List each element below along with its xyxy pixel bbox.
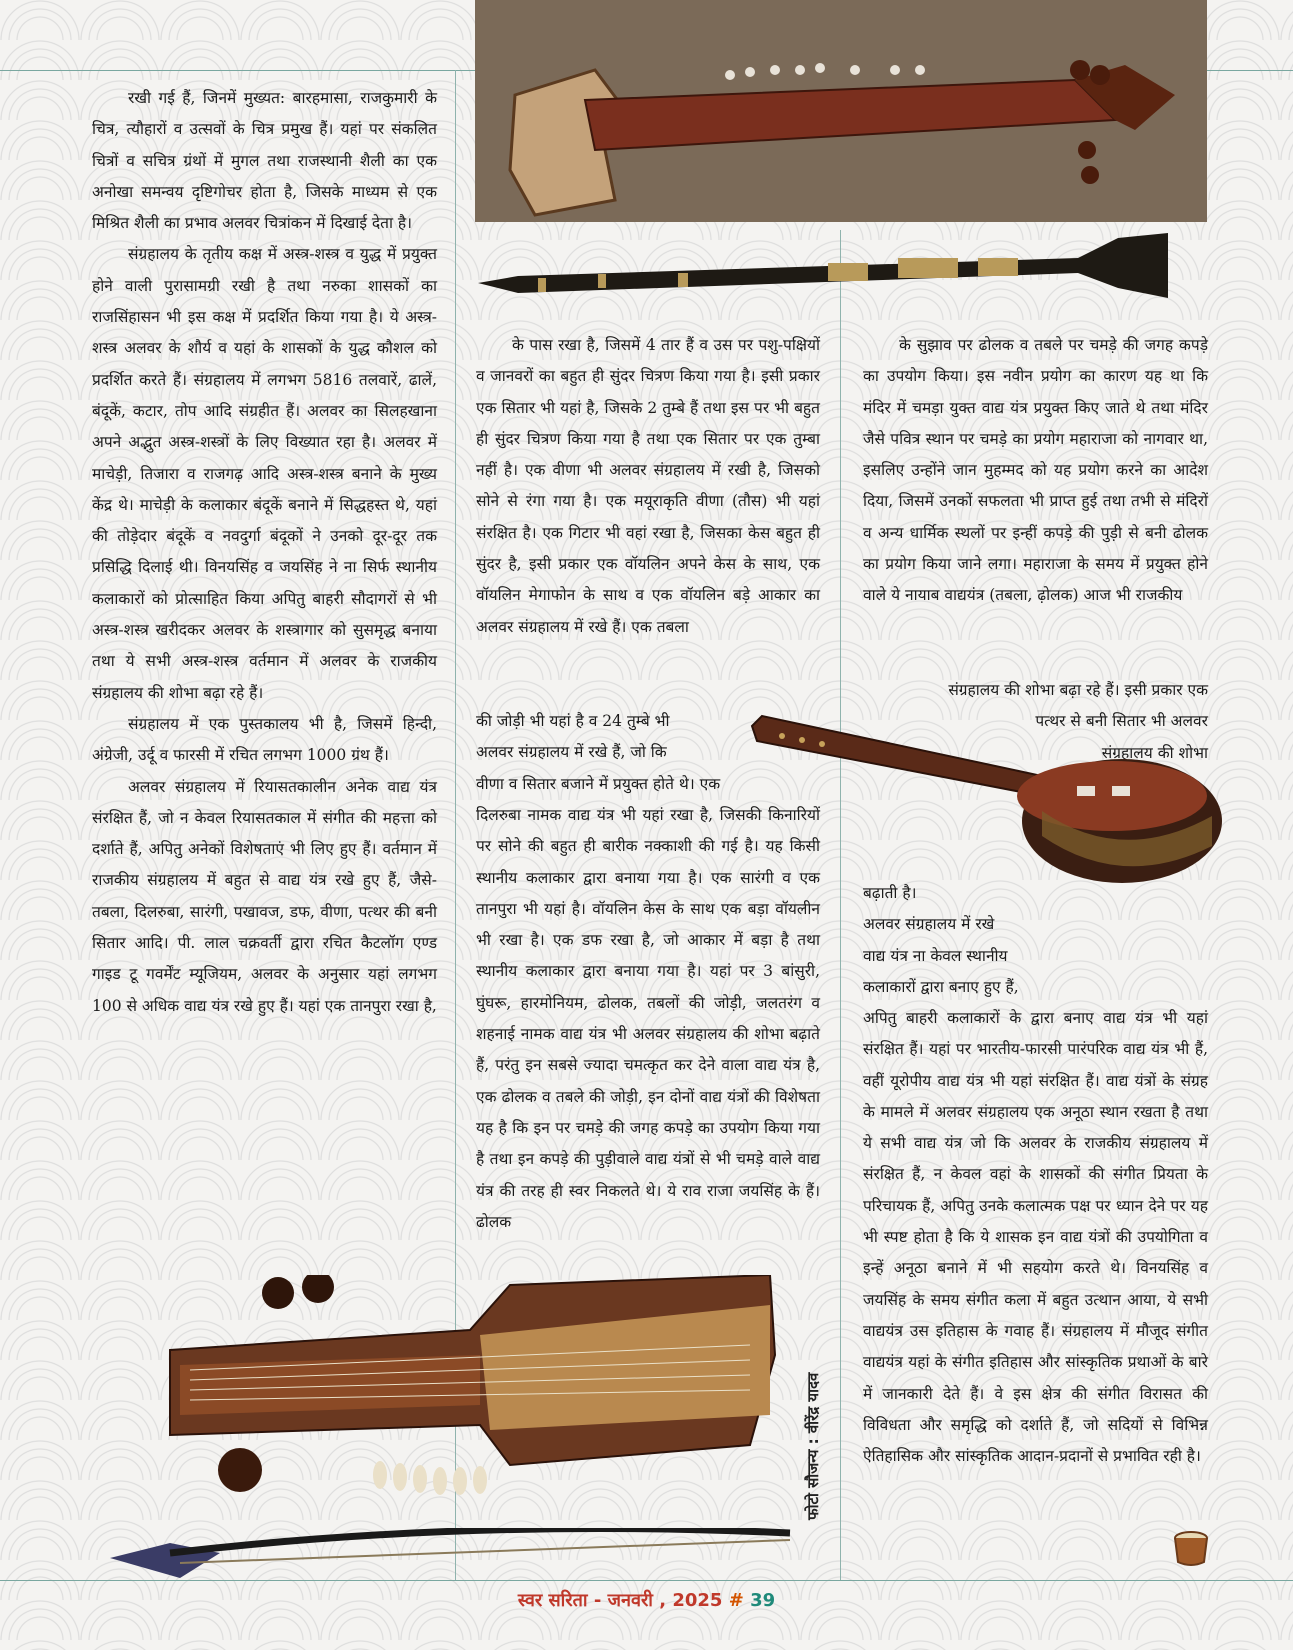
sarangi-photo — [150, 1275, 800, 1525]
middle-paragraph-2-tail: हैं। ढोलक — [476, 1181, 820, 1231]
left-paragraph-2: संग्रहालय के तृतीय कक्ष में अस्त्र-शस्त्र व युद्ध में प्रयुक्त होने वाली पुरासामग्री रखी है तथा नरुका शासकों का राजसिंहासन भी इस कक्ष में प्रदर्शित किया गया है। ये अस्त्र-शस्त्र अलवर के शौर्य व यहां के शासकों के युद्ध कौशल को प्रदर्शित करते हैं। संग्रहालय में लगभग 5816 तलवारें, ढालें, बंदूकें, कटार, तोप आदि संग्रहीत हैं। अलवर का सिलहखाना अपने अद्भुत अस्त्र-शस्त्रों के लिए विख्यात रहा है। अलवर में माचेड़ी, तिजारा व राजगढ़ आदि अस्त्र-शस्त्र बनाने के मुख्य केंद्र थे। माचेड़ी के कलाकार बंदूकें बनाने में सिद्धहस्त थे, यहां की तोड़ेदार बंदूकें व नवदुर्गा बंदूकों ने उनको दूर-दूर तक प्रसिद्धि दिलाई थी। विनयसिंह व जयसिंह ने ना सिर्फ स्थानीय कलाकारों को प्रोत्साहित किया अपितु बाहरी सौदागरों से भी अस्त्र-शस्त्र खरीदकर अलवर के शस्त्रागार को सुसमृद्ध बनाया तथा ये सभी अस्त्र-शस्त्र वर्तमान में अलवर के राजकीय संग्रहालय की शोभा बढ़ा रहे हैं। — [92, 245, 437, 702]
page-number: 39 — [750, 1590, 776, 1611]
column-middle-top — [476, 330, 820, 643]
column-right-narrow — [863, 878, 1103, 1003]
middle-paragraph-2: दिलरुबा नामक वाद्य यंत्र भी यहां रखा है, जिसकी किनारियों पर सोने की बहुत ही बारीक नक्काशी की गई है। यह किसी स्थानीय कलाकार द्वारा बनाया गया है। एक सारंगी व एक तानपुरा भी यहां है। वॉयलिन केस के साथ एक बड़ा वॉयलीन भी रखा है। एक डफ रखा है, जो आकार में बड़ा है तथा स्थानीय कलाकार द्वारा बनाया गया है। यहां पर 3 बांसुरी, घुंघरू, हारमोनियम, ढोलक, तबलों की जोड़ी, जलतरंग व शहनाई नामक वाद्य यंत्र भी अलवर संग्रहालय की शोभा बढ़ाते हैं, परंतु इन सबसे ज्यादा चमत्कृत कर देने वाला वाद्य यंत्र है, एक ढोलक व तबले की जोड़ी, इन दोनों वाद्य यंत्रों की विशेषता यह है कि इन पर चमड़े की जगह कपड़े का उपयोग किया गया है तथा इन कपड़े की पुड़ीवाले वाद्य यंत्रों से भी चमड़े वाले वाद्य यंत्र की तरह ही स्वर निकलते थे। ये राव राजा जयसिंह के हैं। ढोलक — [476, 806, 820, 1231]
middle-paragraph-1: के पास रखा है, जिसमें 4 तार हैं व उस पर पशु-पक्षियों व जानवरों का बहुत ही सुंदर चित्रण किया गया है। इसी प्रकार एक सितार भी यहां है, जिसके 2 तुम्बे हैं तथा इस पर भी बहुत ही सुंदर चित्रण किया गया है तथा एक सितार पर एक तुम्बा नहीं है। एक वीणा भी अलवर संग्रहालय में रखी है, जिसको सोने से रंगा गया है। एक मयूराकृति वीणा (तौस) भी यहां संरक्षित है। एक गिटार भी वहां रखा है, जिसका केस बहुत ही सुंदर है, इसी प्रकार एक वॉयलिन अपने केस के साथ, एक वॉयलिन मेगाफोन के साथ व एक वॉयलिन बड़े आकार का अलवर संग्रहालय में रखे हैं। एक तबला — [476, 336, 820, 636]
right-shaped-line-2: पत्थर से बनी सितार भी अलवर — [1035, 712, 1208, 731]
magazine-name: स्वर सरिता — [517, 1590, 588, 1611]
right-paragraph-1: के सुझाव पर ढोलक व तबले पर चमड़े की जगह कपड़े का उपयोग किया। इस नवीन प्रयोग का कारण यह था कि मंदिर में चमड़ा युक्त वाद्य यंत्र प्रयुक्त किए जाते थे तथा मंदिर जैसे पवित्र स्थान पर चमड़े का प्रयोग महाराजा को नागवार था, इसलिए उन्होंने जान मुहम्मद को यह प्रयोग करने का आदेश दिया, जिसमें उनकों सफलता भी प्राप्त हुई तथा तभी से मंदिरों व अन्य धार्मिक स्थलों पर इन्हीं कपड़े की पुड़ी से बनी ढोलक का प्रयोग किया जाने लगा। महाराजा के समय में प्रयुक्त होने वाले ये नायाब वाद्ययंत्र (तबला, ढ़ोलक) आज भी राजकीय — [863, 336, 1208, 605]
veena-photo — [742, 706, 1222, 886]
right-shaped-line-1: संग्रहालय की शोभा बढ़ा रहे हैं। इसी प्रकार एक — [948, 681, 1208, 699]
column-middle-narrow — [476, 706, 736, 800]
hash-symbol: # — [728, 1590, 744, 1611]
right-paragraph-2: अपितु बाहरी कलाकारों के द्वारा बनाए वाद्य यंत्र भी यहां संरक्षित हैं। यहां पर भारतीय-फारसी पारंपरिक वाद्य यंत्र भी हैं, वहीं यूरोपीय वाद्य यंत्र भी यहां संरक्षित हैं। वाद्य यंत्रों के संग्रह के मामले में अलवर संग्रहालय एक अनूठा स्थान रखता है तथा ये सभी वाद्य यंत्र जो कि अलवर के राजकीय संग्रहालय में संरक्षित हैं, न केवल वहां के शासकों की संगीत प्रियता के परिचायक हैं, अपितु उनके कलात्मक पक्ष पर ध्यान देने पर यह भी स्पष्ट होता है कि ये शासक इन वाद्य यंत्रों की उपयोगिता व इन्हें अनूठा बनाने में भी सहयोग करते थे। विनयसिंह व जयसिंह के समय संगीत कला में बहुत उत्थान आया, ये सभी वाद्ययंत्र उस इतिहास के गवाह हैं। संग्रहालय में मौजूद संगीत वाद्ययंत्र यहां के संगीत इतिहास और सांस्कृतिक प्रथाओं के बारे में जानकारी देते हैं। वे इस क्षेत्र की संगीत विरासत की विविधता और समृद्धि को दर्शाते हैं, जो सदियों से विभिन्न ऐतिहासिक और सांस्कृतिक आदान-प्रदानों से प्रभावित रही है। — [863, 1009, 1208, 1466]
instrument-photo-top — [475, 0, 1207, 222]
left-paragraph-1: रखी गई हैं, जिनमें मुख्यत: बारहमासा, राजकुमारी के चित्र, त्यौहारों व उत्सवों के चित्र प्रमुख हैं। यहां पर संकलित चित्रों व सचित्र ग्रंथों में मुगल तथा राजस्थानी शैली का एक अनोखा समन्वय दृष्टिगोचर होता है, जिसके माध्यम से एक मिश्रित शैली का प्रभाव अलवर चित्रांकन में दिखाई देता है। — [92, 89, 437, 233]
right-narrow-line-4: कलाकारों द्वारा बनाए हुए हैं, — [863, 977, 1019, 996]
photo-credit: फोटो सौजन्य : वीरेंद्र यादव — [804, 1372, 822, 1520]
page-footer — [0, 1588, 1293, 1612]
column-divider-right — [840, 230, 841, 1580]
clarinet-photo — [478, 228, 1168, 308]
right-shaped-line-3: संग्रहालय की शोभा — [1101, 743, 1208, 762]
drum-end-mark-icon — [1172, 1530, 1210, 1572]
right-narrow-line-3: वाद्य यंत्र ना केवल स्थानीय — [863, 946, 1008, 965]
column-right-bottom — [863, 1003, 1208, 1472]
left-paragraph-4: अलवर संग्रहालय में रियासतकालीन अनेक वाद्य यंत्र संरक्षित हैं, जो न केवल रियासतकाल में संगीत की महत्ता को दर्शाते हैं, अपितु अनेकों विशेषताएं भी लिए हुए हैं। वर्तमान में राजकीय संग्रहालय में बहुत से वाद्य यंत्र रखे हुए हैं, जैसे- तबला, दिलरुबा, सारंगी, पखावज, डफ, वीणा, पत्थर की बनी सितार आदि। पी. लाल चक्रवर्ती द्वारा रचित कैटलॉग एण्ड गाइड टू गवर्मेंट म्यूजियम, अलवर के अनुसार यहां लगभग 100 से अधिक वाद्य यंत्र रखे हुए हैं। यहां एक तानपुरा रखा है, — [92, 777, 437, 1015]
middle-narrow-line-1: की जोड़ी भी यहां है व 24 तुम्बे भी — [476, 712, 670, 730]
left-paragraph-3: संग्रहालय में एक पुस्तकालय भी है, जिसमें हिन्दी, अंग्रेजी, उर्दू व फारसी में रचित लगभग 1000 ग्रंथ हैं। — [92, 714, 437, 765]
middle-narrow-line-2: अलवर संग्रहालय में रखे हैं, जो कि — [476, 743, 667, 762]
column-left — [92, 83, 437, 1022]
middle-narrow-line-3: वीणा व सितार बजाने में प्रयुक्त होते थे। एक — [476, 774, 721, 793]
right-narrow-line-1: बढ़ाती है। — [863, 884, 917, 902]
right-narrow-line-2: अलवर संग्रहालय में रखे — [863, 915, 995, 934]
bow-photo — [110, 1528, 800, 1583]
column-right-top — [863, 330, 1208, 612]
issue-date: - जनवरी , 2025 — [593, 1590, 723, 1611]
